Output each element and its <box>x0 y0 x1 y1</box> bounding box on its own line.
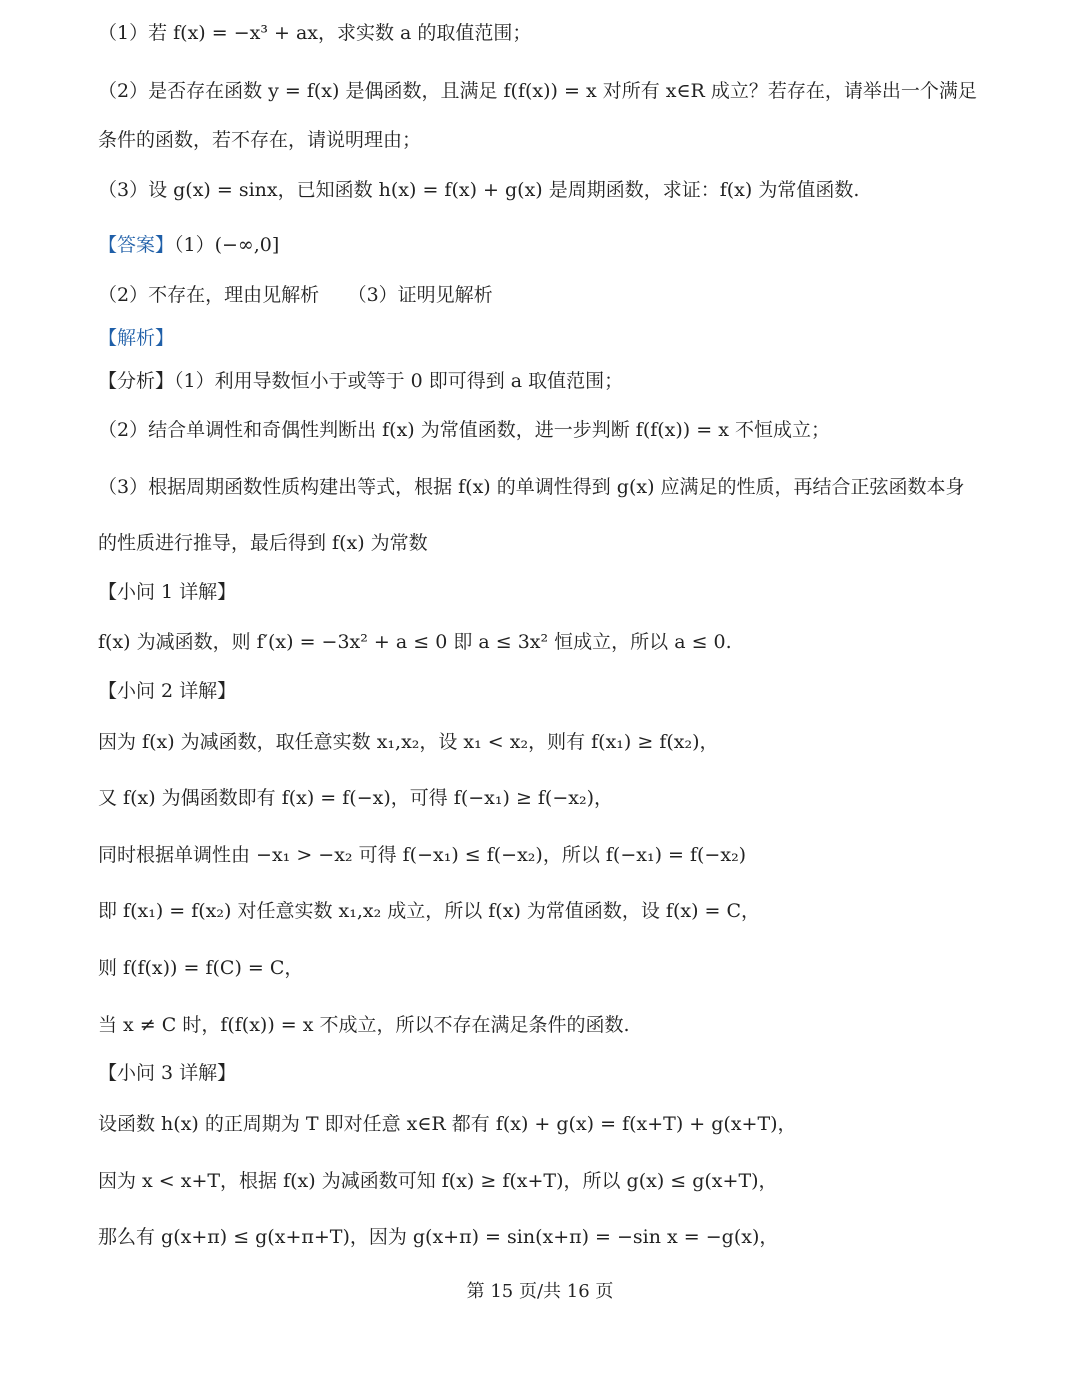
detail-3-line-1: 设函数 h(x) 的正周期为 T 即对任意 x∈R 都有 f(x) + g(x) = f(x+T) + g(x+T)， <box>98 1113 797 1135</box>
detail-2-heading: 【小问 2 详解】 <box>98 680 237 702</box>
detail-2-line-4: 即 f(x₁) = f(x₂) 对任意实数 x₁,x₂ 成立，所以 f(x) 为常值函数，设 f(x) = C， <box>98 900 761 922</box>
answer-line-1 <box>98 230 1020 260</box>
answer-line-2: （2）不存在，理由见解析 （3）证明见解析 <box>98 284 493 306</box>
detail-2-line-6: 当 x ≠ C 时，f(f(x)) = x 不成立，所以不存在满足条件的函数. <box>98 1014 630 1036</box>
detail-3-line-2: 因为 x < x+T，根据 f(x) 为减函数可知 f(x) ≥ f(x+T)，所以 g(x) ≤ g(x+T)， <box>98 1170 778 1192</box>
detail-2-line-1: 因为 f(x) 为减函数，取任意实数 x₁,x₂，设 x₁ < x₂，则有 f(x₁) ≥ f(x₂)， <box>98 731 719 753</box>
analysis-line-4: 的性质进行推导，最后得到 f(x) 为常数 <box>98 532 428 554</box>
detail-2-line-2: 又 f(x) 为偶函数即有 f(x) = f(−x)，可得 f(−x₁) ≥ f(−x₂)， <box>98 787 614 809</box>
detail-3-line-3: 那么有 g(x+π) ≤ g(x+π+T)，因为 g(x+π) = sin(x+π) = −sin x = −g(x)， <box>98 1226 779 1248</box>
analysis-line-2: （2）结合单调性和奇偶性判断出 f(x) 为常值函数，进一步判断 f(f(x)) = x 不恒成立； <box>98 419 830 441</box>
page-number: 第 15 页/共 16 页 <box>466 1281 614 1302</box>
analysis-line-1-text: （1）利用导数恒小于或等于 0 即可得到 a 取值范围； <box>174 370 624 392</box>
detail-3-heading: 【小问 3 详解】 <box>98 1062 237 1084</box>
question-part-3: （3）设 g(x) = sinx，已知函数 h(x) = f(x) + g(x) 是周期函数，求证：f(x) 为常值函数. <box>98 179 860 201</box>
analysis-label: 【解析】 <box>98 327 175 349</box>
question-part-2-line-2: 条件的函数，若不存在，请说明理由； <box>98 129 422 151</box>
detail-1-line-1: f(x) 为减函数，则 f′(x) = −3x² + a ≤ 0 即 a ≤ 3x² 恒成立，所以 a ≤ 0. <box>98 631 732 653</box>
analysis-line-1 <box>98 366 1020 396</box>
question-part-1: （1）若 f(x) = −x³ + ax，求实数 a 的取值范围； <box>98 22 532 44</box>
answer-part-1: （1）(−∞,0] <box>174 234 280 256</box>
detail-2-line-3: 同时根据单调性由 −x₁ > −x₂ 可得 f(−x₁) ≤ f(−x₂)，所以 f(−x₁) = f(−x₂) <box>98 844 747 866</box>
question-part-2-line-1: （2）是否存在函数 y = f(x) 是偶函数，且满足 f(f(x)) = x 对所有 x∈R 成立？若存在，请举出一个满足 <box>98 80 977 102</box>
detail-2-line-5: 则 f(f(x)) = f(C) = C， <box>98 957 304 979</box>
analysis-line-3: （3）根据周期函数性质构建出等式，根据 f(x) 的单调性得到 g(x) 应满足的性质，再结合正弦函数本身 <box>98 476 965 498</box>
answer-label: 【答案】 <box>98 234 175 256</box>
analysis-tag: 【分析】 <box>98 370 175 392</box>
detail-1-heading: 【小问 1 详解】 <box>98 581 237 603</box>
